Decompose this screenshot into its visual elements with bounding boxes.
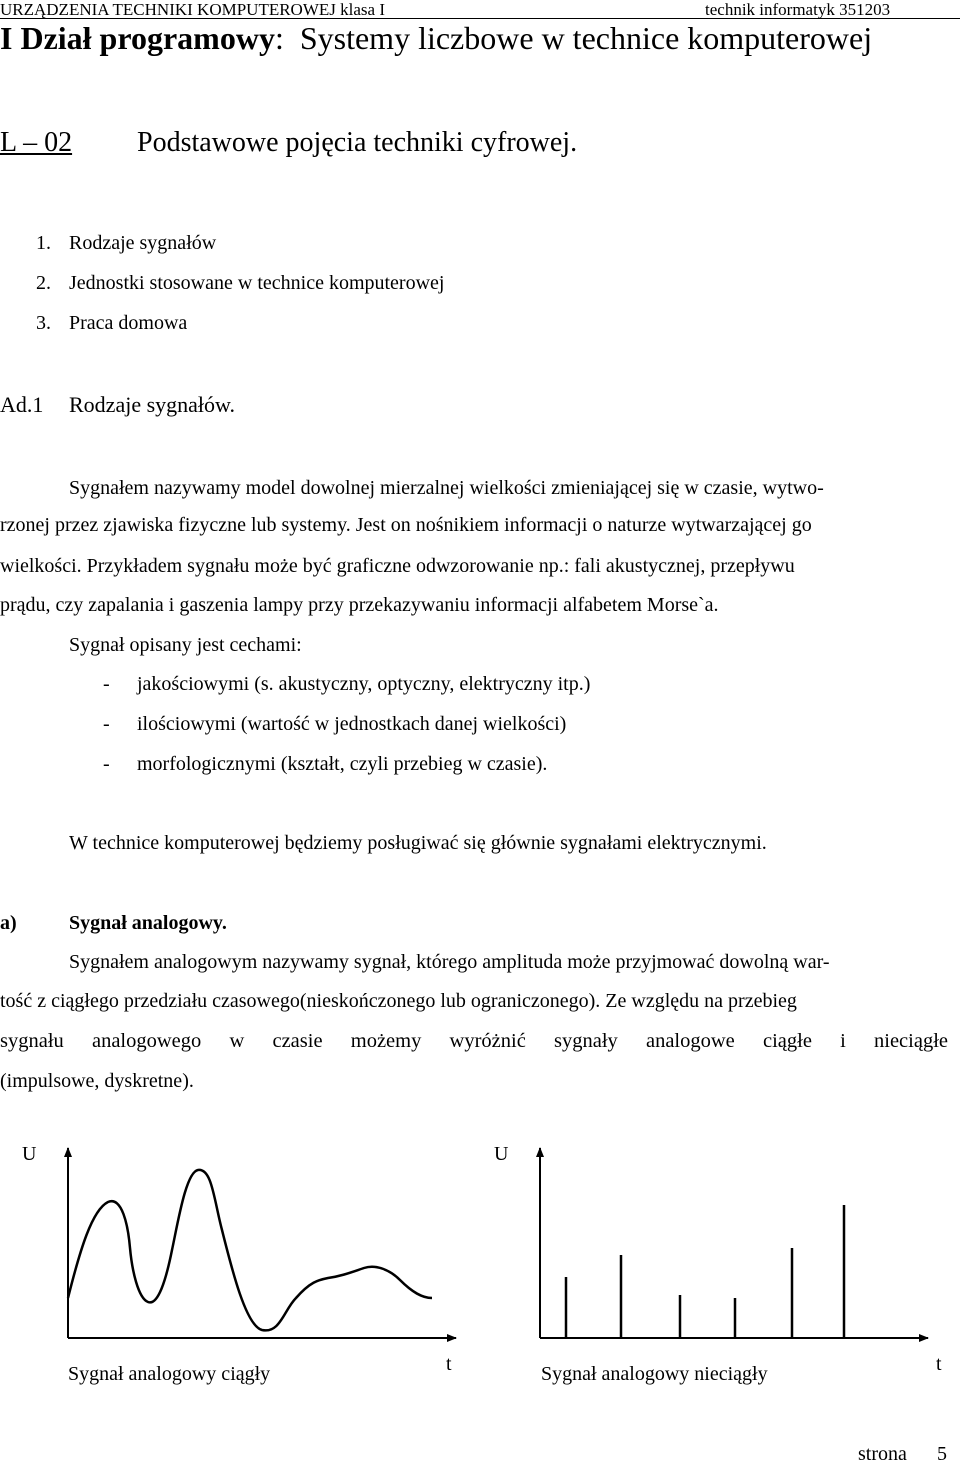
paragraph2-line1: Sygnałem analogowym nazywamy sygnał, którego amplituda może przyjmować dowolną war- (69, 951, 830, 973)
paragraph2-line2: tość z ciągłego przedziału czasowego(nieskończonego lub ograniczonego). Ze względu na przebieg (0, 990, 797, 1012)
toc-item-3: Praca domowa (69, 312, 188, 334)
paragraph1-line3: wielkości. Przykładem sygnału może być graficzne odwzorowanie np.: fali akustycznej, przepływu (0, 555, 795, 577)
footer-label: strona (858, 1443, 907, 1465)
toc-item-1: Rodzaje sygnałów (69, 232, 217, 254)
feature-dash-3: - (103, 753, 110, 775)
paragraph2-line4: (impulsowe, dyskretne). (0, 1070, 194, 1092)
feature-dash-1: - (103, 673, 110, 695)
feature-item-1: jakościowymi (s. akustyczny, optyczny, elektryczny itp.) (137, 673, 591, 695)
section-title: Systemy liczbowe w technice komputerowej (299, 20, 873, 56)
left-x-label: t (446, 1353, 452, 1375)
subsection-a-label: a) (0, 912, 17, 934)
section-heading (0, 20, 872, 57)
lesson-code: L – 02 (0, 127, 73, 158)
right-caption: Sygnał analogowy nieciągły (541, 1363, 768, 1385)
left-caption: Sygnał analogowy ciągły (68, 1363, 271, 1385)
section-label: I Dział programowy (0, 20, 275, 56)
toc-num-2: 2. (36, 272, 51, 294)
signal-figures (0, 1130, 960, 1400)
paragraph1-line4: prądu, czy zapalania i gaszenia lampy przy przekazywaniu informacji alfabetem Morse`a. (0, 594, 719, 616)
header-left: URZĄDZENIA TECHNIKI KOMPUTEROWEJ klasa I (0, 0, 385, 19)
paragraph1-line1: Sygnałem nazywamy model dowolnej mierzalnej wielkości zmieniającej się w czasie, wytwo- (69, 477, 824, 499)
continuous-waveform (68, 1170, 432, 1331)
footer-page-number: 5 (937, 1443, 947, 1465)
features-intro: Sygnał opisany jest cechami: (69, 634, 302, 656)
right-x-label: t (936, 1353, 942, 1375)
header-right: technik informatyk 351203 (705, 0, 891, 19)
toc-item-2: Jednostki stosowane w technice komputerowej (69, 272, 445, 294)
lesson-title: Podstawowe pojęcia techniki cyfrowej. (137, 127, 578, 158)
section-colon: : (274, 20, 284, 56)
feature-item-3: morfologicznymi (kształt, czyli przebieg w czasie). (137, 753, 548, 775)
feature-item-2: ilościowymi (wartość w jednostkach danej wielkości) (137, 713, 567, 735)
electrical-note: W technice komputerowej będziemy posługiwać się głównie sygnałami elektrycznymi. (69, 832, 767, 854)
toc-num-3: 3. (36, 312, 51, 334)
left-y-label: U (22, 1143, 37, 1165)
ad1-number: Ad.1 (0, 392, 44, 417)
feature-dash-2: - (103, 713, 110, 735)
subsection-a-title: Sygnał analogowy. (69, 912, 227, 934)
discrete-signal-plot (494, 1143, 942, 1385)
paragraph1-line2: rzonej przez zjawiska fizyczne lub systemy. Jest on nośnikiem informacji o naturze wytwarzającej go (0, 514, 812, 536)
ad1-title: Rodzaje sygnałów. (69, 392, 235, 417)
paragraph2-line3: sygnału analogowego w czasie możemy wyróżnić sygnały analogowe ciągłe i nieciągłe (0, 1030, 948, 1052)
right-y-label: U (494, 1143, 509, 1165)
toc-num-1: 1. (36, 232, 51, 254)
header-rule (0, 18, 960, 19)
continuous-signal-plot (22, 1143, 456, 1385)
